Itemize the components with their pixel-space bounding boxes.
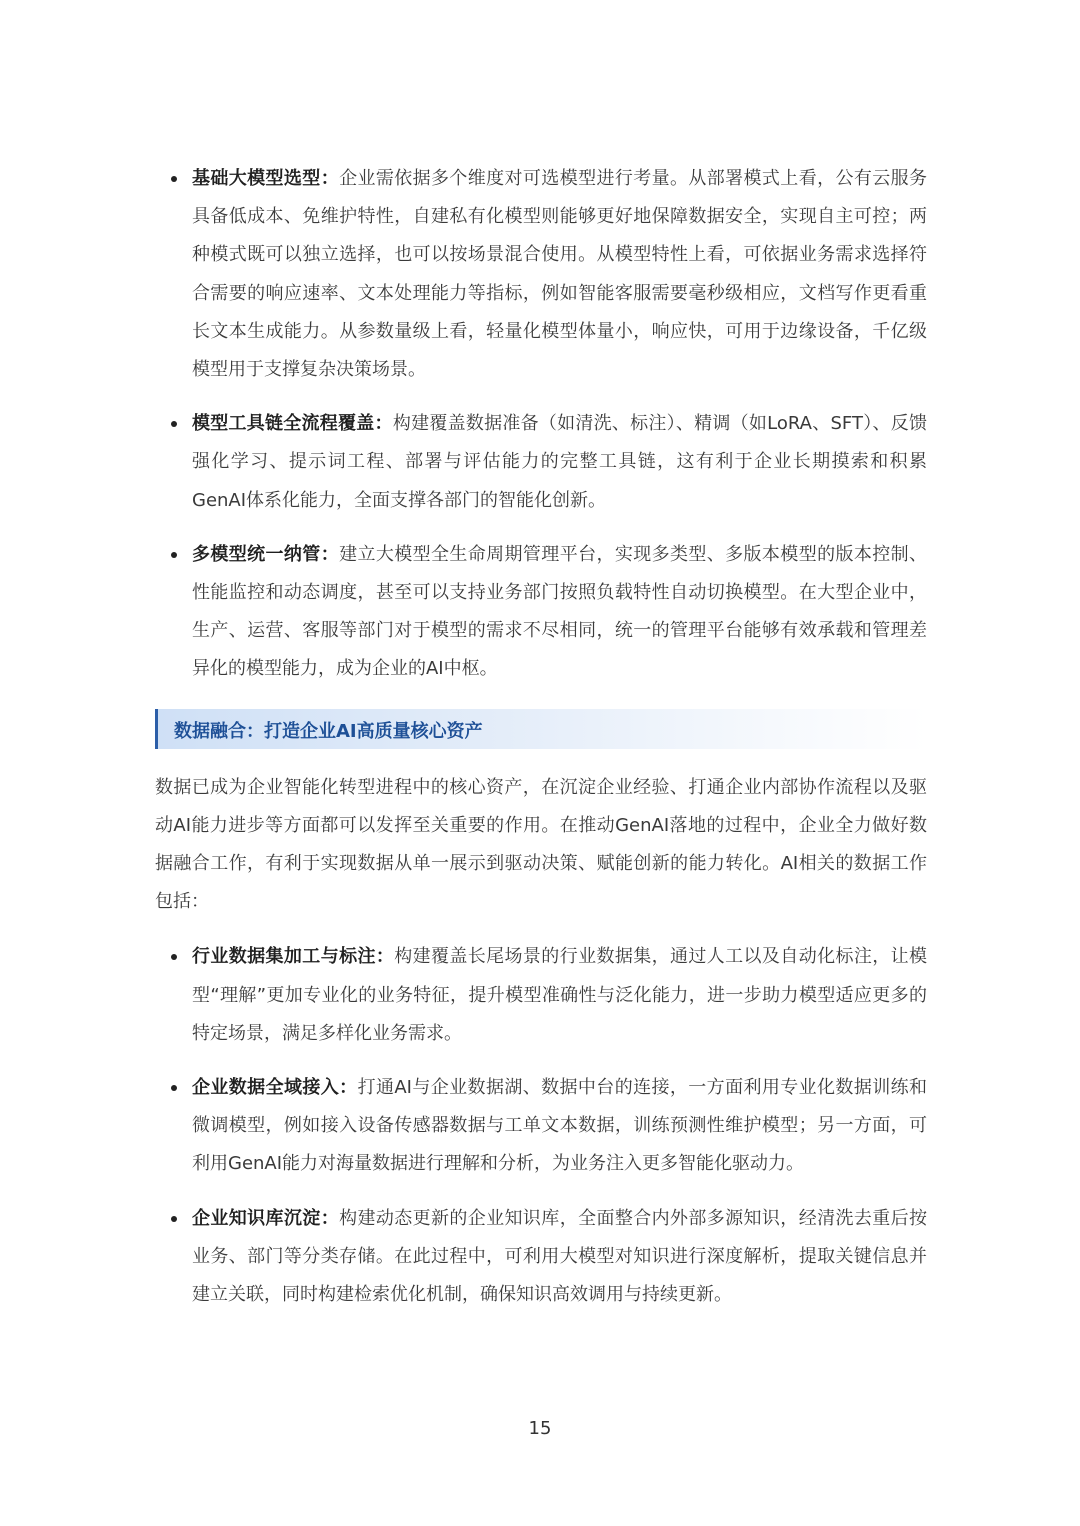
bullet-dot-icon — [171, 421, 177, 427]
bullet-text: 企业需依据多个维度对可选模型进行考量。从部署模式上看，公有云服务具备低成本、免维护特性，自建私有化模型则能够更好地保障数据安全，实现自主可控；两种模式既可以独立选择，也可以按场景混合使用。从模型特性上看，可依据业务需求选择符合需要的响应速率、文本处理能力等指标，例如智能客服需要毫秒级相应，文档写作更看重长文本生成能力。从参数量级上看，轻量化模型体量小，响应快，可用于边缘设备，千亿级模型用于支撑复杂决策场景。 — [192, 168, 927, 381]
bullet-term: 模型工具链全流程覆盖： — [192, 413, 393, 435]
page-content — [155, 160, 927, 1330]
bullet-text: 建立大模型全生命周期管理平台，实现多类型、多版本模型的版本控制、性能监控和动态调度，甚至可以支持业务部门按照负载特性自动切换模型。在大型企业中，生产、运营、客服等部门对于模型的需求不尽相同，统一的管理平台能够有效承载和管理差异化的模型能力，成为企业的AI中枢。 — [192, 543, 927, 680]
section-intro-paragraph: 数据已成为企业智能化转型进程中的核心资产，在沉淀企业经验、打通企业内部协作流程以及驱动AI能力进步等方面都可以发挥至关重要的作用。在推动GenAI落地的过程中，企业全力做好数据融合工作，有利于实现数据从单一展示到驱动决策、赋能创新的能力转化。AI相关的数据工作包括： — [155, 776, 927, 913]
bullet-term: 企业知识库沉淀： — [192, 1207, 340, 1229]
bullet-item-multi-model — [155, 536, 927, 689]
section-heading-banner — [155, 709, 927, 749]
bullet-text: 构建覆盖数据准备（如清洗、标注）、精调（如LoRA、SFT）、反馈强化学习、提示词工程、部署与评估能力的完整工具链，这有利于企业长期摸索和积累GenAI体系化能力，全面支撑各部门的智能化创新。 — [192, 413, 927, 511]
bullet-dot-icon — [171, 954, 177, 960]
bullet-dot-icon — [171, 1216, 177, 1222]
bullet-text: 构建动态更新的企业知识库，全面整合内外部多源知识，经清洗去重后按业务、部门等分类存储。在此过程中，可利用大模型对知识进行深度解析，提取关键信息并建立关联，同时构建检索优化机制，确保知识高效调用与持续更新。 — [192, 1207, 927, 1306]
bullet-text: 构建覆盖长尾场景的行业数据集，通过人工以及自动化标注，让模型“理解”更加专业化的业务特征，提升模型准确性与泛化能力，进一步助力模型适应更多的特定场景，满足多样化业务需求。 — [192, 946, 928, 1044]
bullet-term: 企业数据全域接入： — [192, 1077, 358, 1099]
bullet-item-model-selection — [155, 160, 927, 389]
bullet-term: 多模型统一纳管： — [192, 543, 340, 565]
page-number: 15 — [528, 1418, 552, 1439]
bullet-dot-icon — [171, 176, 177, 182]
bullet-item-dataset-annotation — [155, 938, 927, 1053]
bullet-dot-icon — [171, 552, 177, 558]
section-heading: 数据融合：打造企业AI高质量核心资产 — [174, 720, 483, 742]
bullet-term: 基础大模型选型： — [192, 168, 340, 189]
bullet-item-data-access — [155, 1069, 927, 1184]
bullet-term: 行业数据集加工与标注： — [192, 946, 395, 968]
bullet-text: 打通AI与企业数据湖、数据中台的连接，一方面利用专业化数据训练和微调模型，例如接入设备传感器数据与工单文本数据，训练预测性维护模型；另一方面，可利用GenAI能力对海量数据进行理解和分析，为业务注入更多智能化驱动力。 — [192, 1077, 928, 1175]
bullet-dot-icon — [171, 1085, 177, 1091]
bullet-item-knowledge-base — [155, 1200, 927, 1315]
bullet-item-toolchain — [155, 405, 927, 520]
